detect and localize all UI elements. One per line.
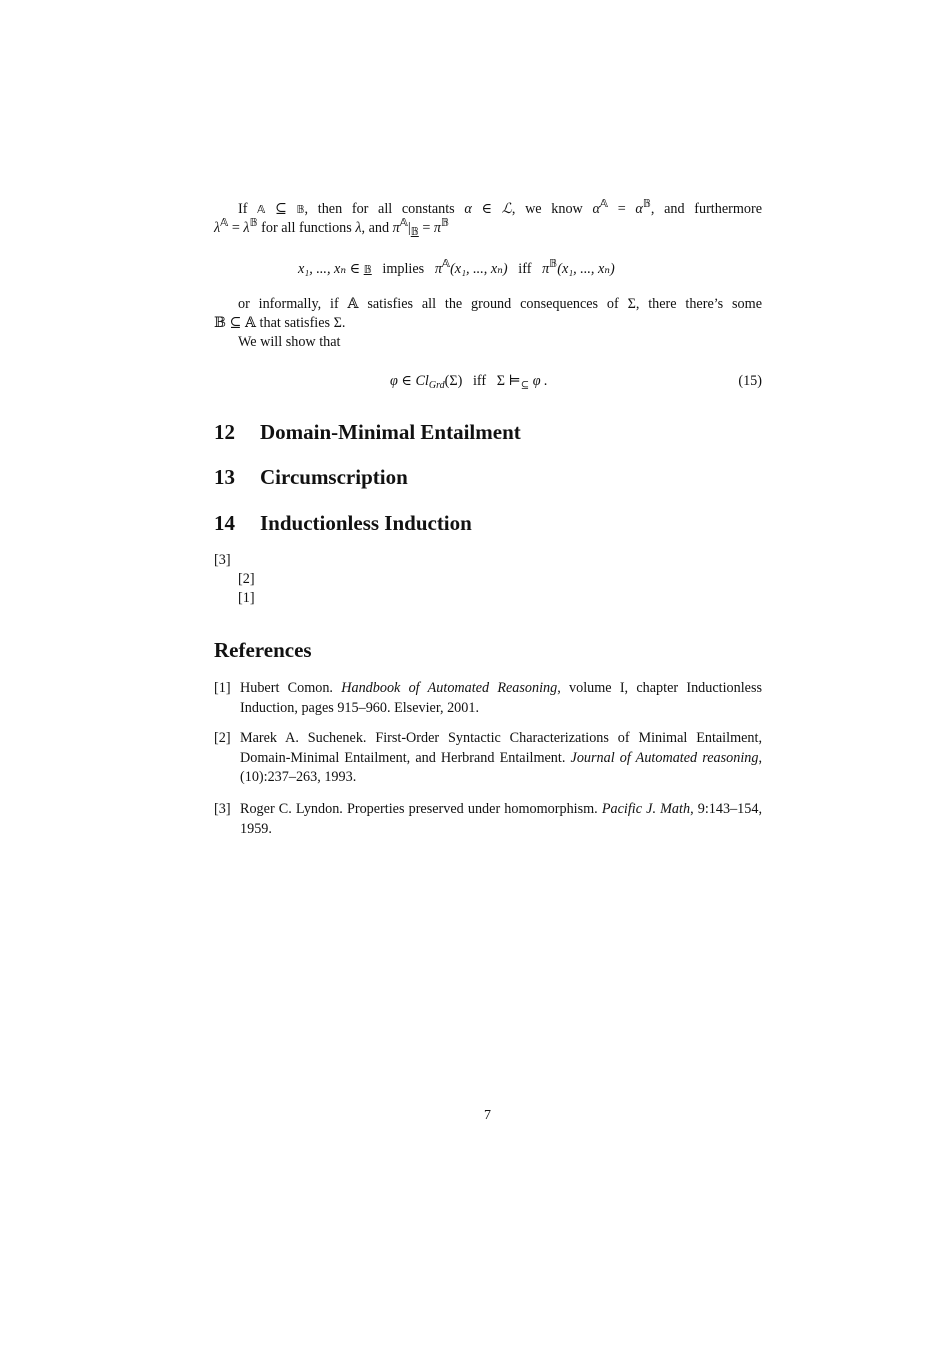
reference-item: [1] Hubert Comon. Handbook of Automated Reasoning, volume I, chapter Inductionless Induction, pages 915–960. Elsevier, 2001. (214, 680, 763, 716)
citation[interactable]: [3] (214, 552, 231, 568)
equation-15: φ ∈ $Cl_{Grd}(\Sigma)$ iff Σ $⊨_⊆$ φ . (390, 373, 548, 391)
display-equation-implication: x₁, ..., xₙ ∈ 𝔹 implies $\pi^𝔸(x_1$, ..., xₙ) iff $\pi^𝔹(x_1$, ..., xₙ) (298, 257, 615, 277)
reference-item: [3] Roger C. Lyndon. Properties preserved under homomorphism. Pacific J. Math, 9:143–154, 1959. (214, 801, 762, 837)
paragraph-line: 𝔹 ⊆ 𝔸 that satisfies Σ. (214, 315, 346, 331)
references-heading: References (214, 638, 312, 662)
paragraph-intro: If 𝔸 ⊆ 𝔹, then for all constants α ∈ ℒ, we know $\alpha^𝔸 = \alpha^𝔹$, and furthermore $\lambda^𝔸 = \lambda^𝔹$ for all functions λ, and $\pi^𝔸|_𝔹 = \pi^𝔹$ (214, 197, 763, 238)
citation[interactable]: [1] (238, 590, 255, 606)
paragraph-informal (214, 295, 762, 352)
reference-item: [2] Marek A. Suchenek. First-Order Syntactic Characterizations of Minimal Entailment, Domain-Minimal Entailment, and Herbrand Entailment. Journal of Automated reasoning, (10):237–263, 1993. (214, 730, 763, 785)
equation-number: (15) (738, 373, 762, 389)
page-number: 7 (484, 1108, 491, 1123)
paragraph-line: or informally, if 𝔸 satisfies all the ground consequences of Σ, there there’s some (238, 296, 762, 312)
section-heading-14: 14 Inductionless Induction (214, 511, 472, 535)
section-heading-12: 12 Domain-Minimal Entailment (214, 420, 521, 444)
section-heading-13: 13 Circumscription (214, 465, 408, 489)
citation[interactable]: [2] (238, 571, 255, 587)
paragraph-line: We will show that (238, 334, 341, 350)
